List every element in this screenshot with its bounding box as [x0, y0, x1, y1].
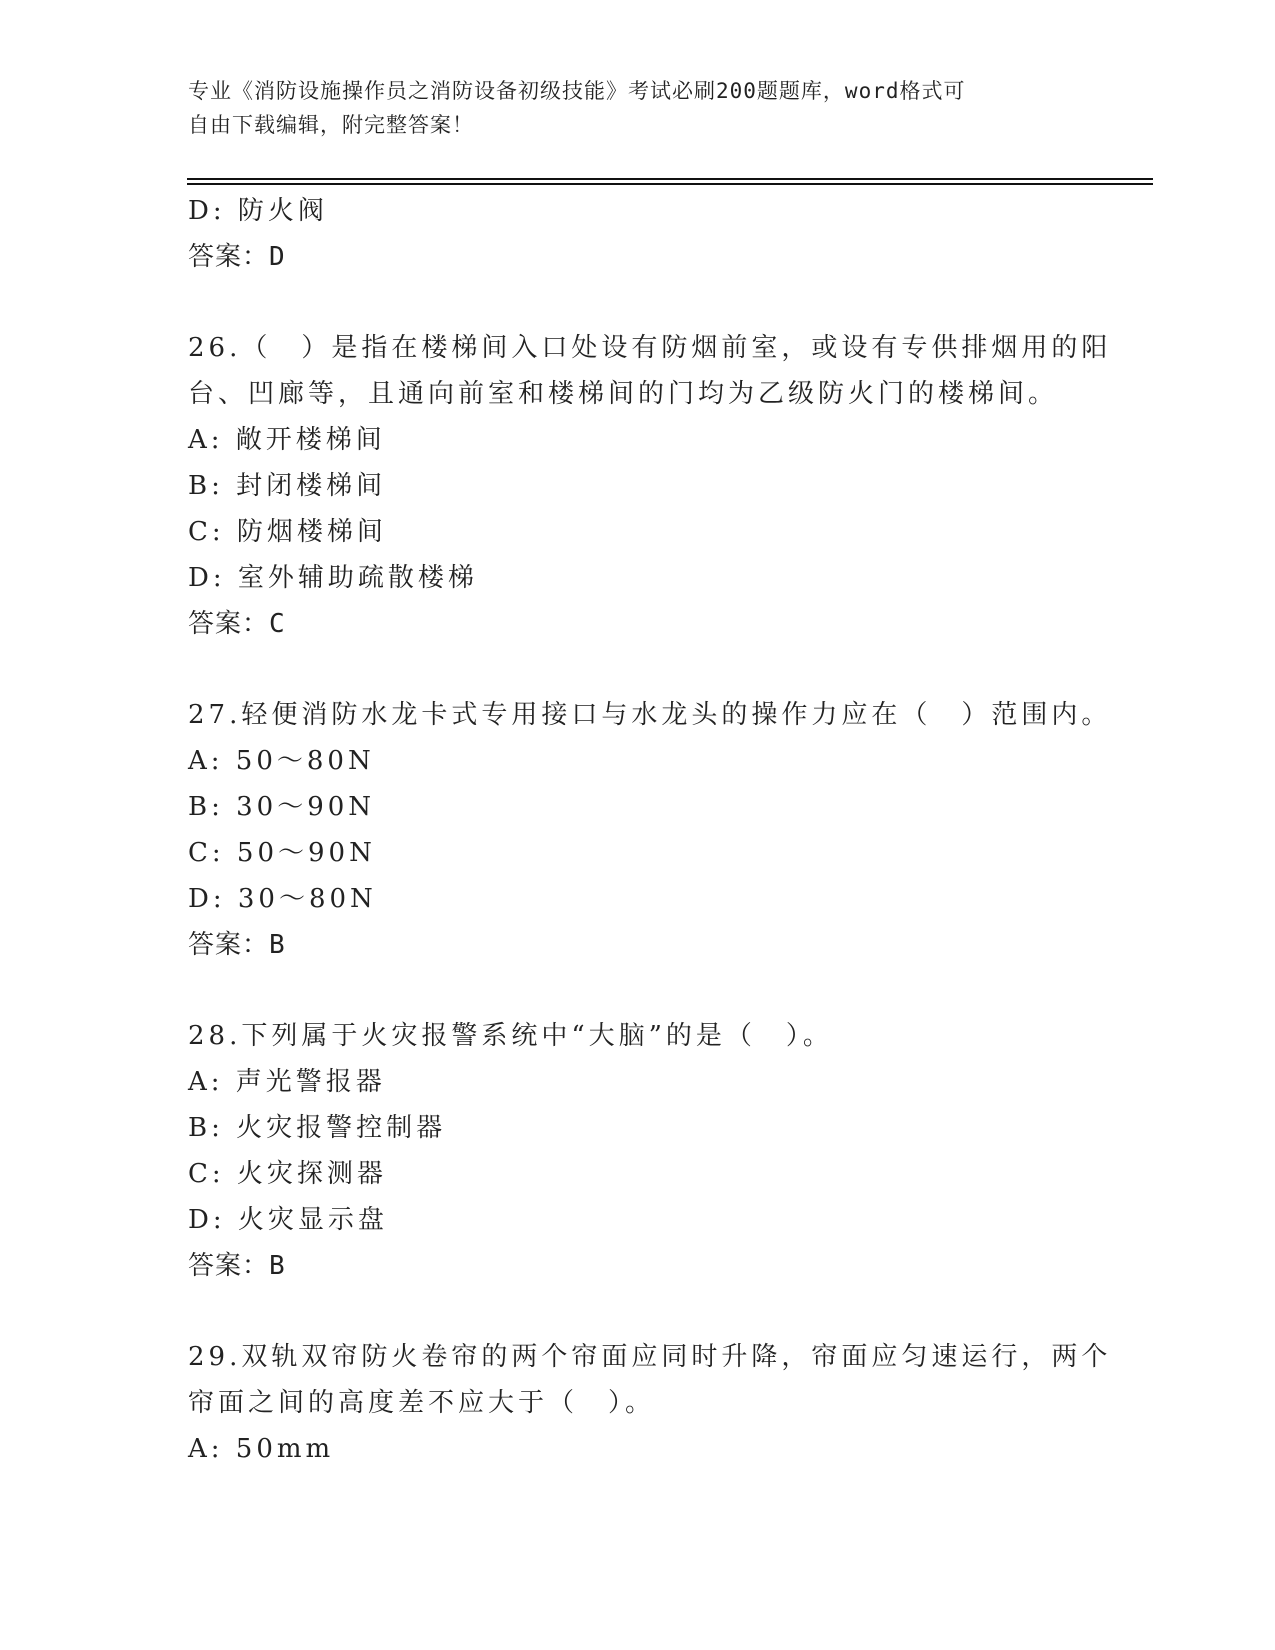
option-b: B: 30～90N — [188, 792, 376, 822]
option-d: D: 火灾显示盘 — [188, 1205, 388, 1235]
question-stem — [188, 325, 1112, 417]
option-a: A: 声光警报器 — [188, 1067, 386, 1097]
option-a: A: 50～80N — [188, 746, 375, 776]
option-d: D: 防火阀 — [188, 196, 328, 226]
document-header — [188, 74, 1088, 142]
answer-line: 答案：D — [188, 242, 286, 272]
option-a: A: 敞开楼梯间 — [188, 425, 386, 455]
question-stem — [188, 1013, 1068, 1059]
question-29 — [188, 1334, 1112, 1472]
stem-line: 台、凹廊等，且通向前室和楼梯间的门均为乙级防火门的楼梯间。 — [188, 379, 1059, 409]
spacer — [188, 280, 1088, 325]
question-27 — [188, 692, 1112, 968]
header-line-2: 自由下载编辑，附完整答案！ — [188, 113, 474, 137]
stem-line: 29.双轨双帘防火卷帘的两个帘面应同时升降，帘面应匀速运行，两个 — [188, 1342, 1112, 1372]
option-c: C: 50～90N — [188, 838, 376, 868]
option-d: D: 30～80N — [188, 884, 377, 914]
option-c: C: 火灾探测器 — [188, 1159, 387, 1189]
answer-line: 答案：B — [188, 1251, 286, 1281]
option-d: D: 室外辅助疏散楼梯 — [188, 563, 478, 593]
option-a: A: 50mm — [188, 1434, 335, 1464]
stem-line: 28.下列属于火灾报警系统中“大脑”的是（ ）。 — [188, 1021, 833, 1051]
question-stem — [188, 692, 1112, 738]
option-c: C: 防烟楼梯间 — [188, 517, 387, 547]
option-b: B: 封闭楼梯间 — [188, 471, 387, 501]
question-28 — [188, 1013, 1088, 1289]
stem-line: 26.（ ）是指在楼梯间入口处设有防烟前室，或设有专供排烟用的阳 — [188, 333, 1112, 363]
question-stem — [188, 1334, 1112, 1426]
question-26 — [188, 325, 1112, 647]
spacer — [188, 1289, 1088, 1334]
answer-line: 答案：C — [188, 609, 286, 639]
header-line-1: 专业《消防设施操作员之消防设备初级技能》考试必刷200题题库，word格式可 — [188, 79, 966, 103]
stem-line: 帘面之间的高度差不应大于（ ）。 — [188, 1388, 656, 1418]
spacer — [188, 968, 1088, 1013]
header-divider-top — [187, 178, 1153, 180]
answer-line: 答案：B — [188, 930, 286, 960]
option-b: B: 火灾报警控制器 — [188, 1113, 447, 1143]
stem-line: 27.轻便消防水龙卡式专用接口与水龙头的操作力应在（ ）范围内。 — [188, 700, 1112, 730]
spacer — [188, 647, 1088, 692]
header-divider-bottom — [187, 183, 1153, 185]
question-list — [188, 188, 1112, 1472]
